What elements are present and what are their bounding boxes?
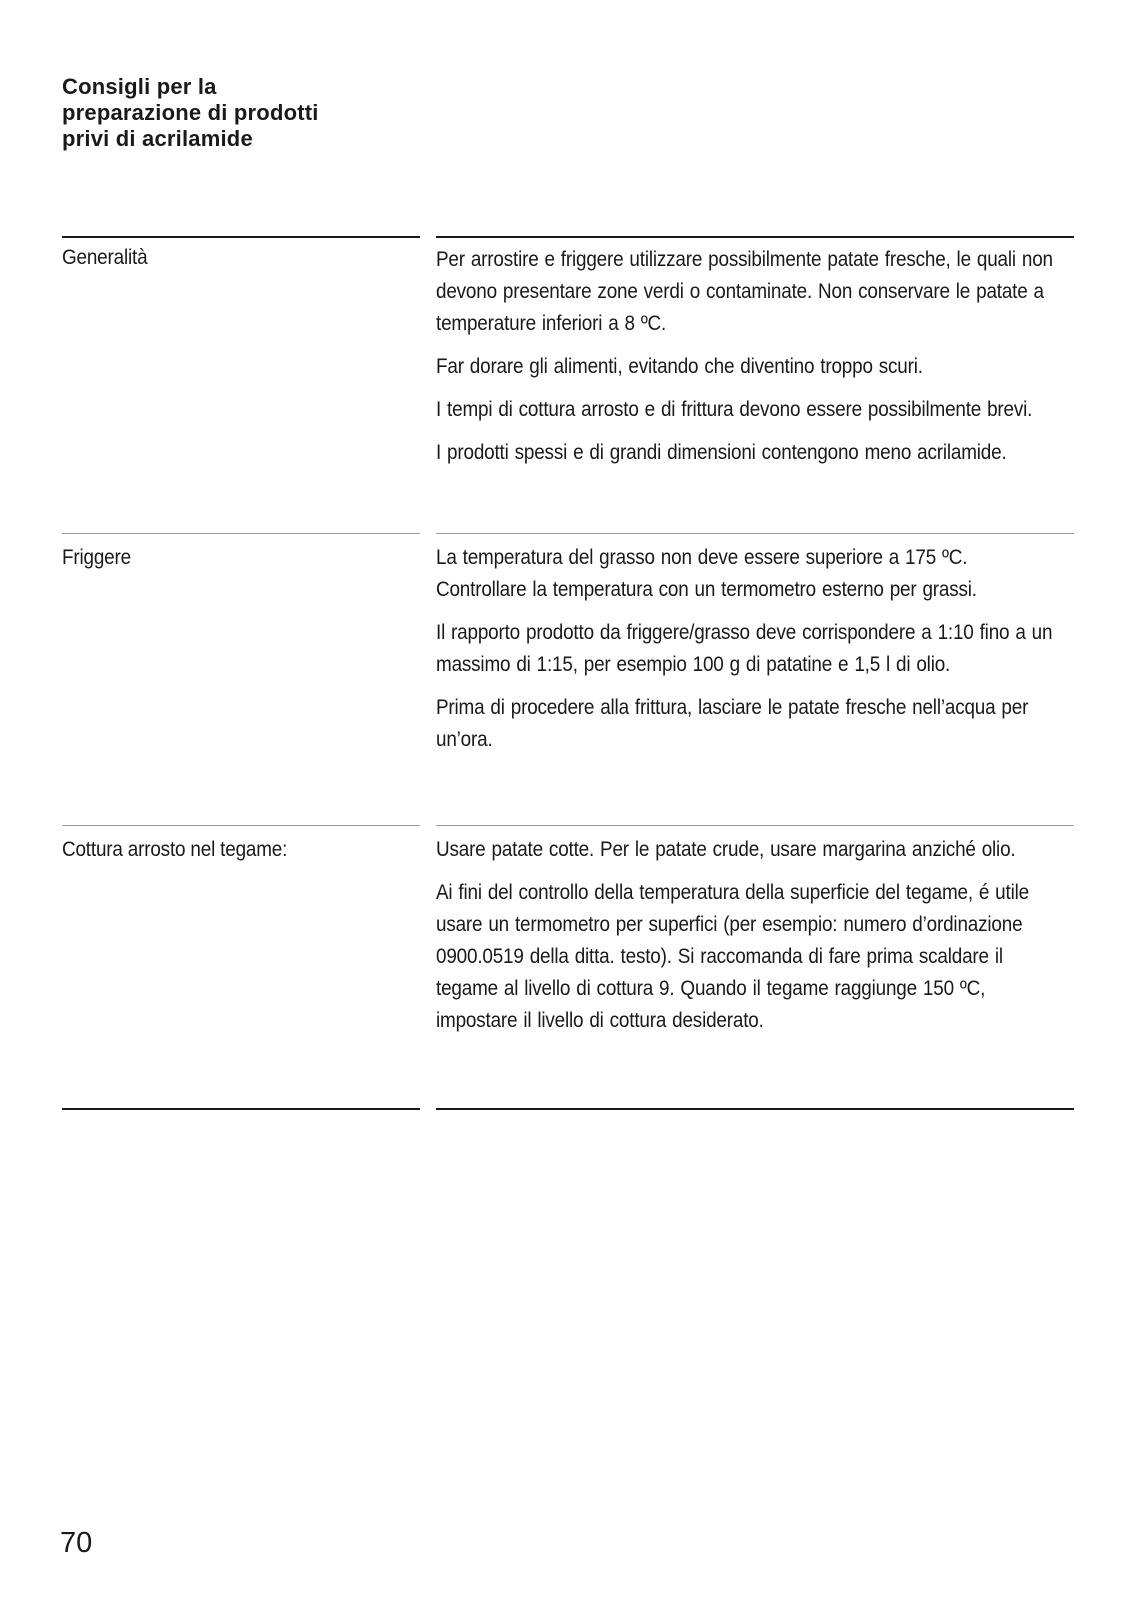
section-title-line-1: Consigli per la <box>62 74 217 99</box>
paragraph: Far dorare gli alimenti, evitando che diventino troppo scuri. <box>436 355 923 378</box>
table-top-rule-right <box>436 236 1074 238</box>
page-number: 70 <box>60 1527 93 1559</box>
section-title <box>62 74 462 152</box>
section-title-line-2: preparazione di prodotti <box>62 100 319 125</box>
paragraph: Il rapporto prodotto da friggere/grasso deve corrispondere a 1:10 fino a un massimo di 1:15, per esempio 100 g di patatine e 1,5 l di olio. <box>436 621 1053 676</box>
row-label: Generalità <box>62 246 148 269</box>
paragraph: Per arrostire e friggere utilizzare possibilmente patate fresche, le quali non devono presentare zone verdi o contaminate. Non conservare le patate a temperature inferiori a 8 ºC. <box>436 248 1053 335</box>
paragraph: I tempi di cottura arrosto e di frittura devono essere possibilmente brevi. <box>436 398 1033 421</box>
row-separator-right <box>436 533 1074 534</box>
row-separator-left <box>62 533 420 534</box>
table-bottom-rule-right <box>436 1108 1074 1110</box>
table-bottom-rule-left <box>62 1108 420 1110</box>
section-title-line-3: privi di acrilamide <box>62 126 253 151</box>
paragraph: Usare patate cotte. Per le patate crude, usare margarina anziché olio. <box>436 838 1016 861</box>
table-top-rule-left <box>62 236 420 238</box>
row-content <box>436 834 1057 1037</box>
row-label: Friggere <box>62 546 131 569</box>
row-content <box>436 542 1057 756</box>
row-separator-right <box>436 825 1074 826</box>
paragraph: Ai fini del controllo della temperatura della superficie del tegame, é utile usare un termometro per superfici (per esempio: numero d’ordinazione 0900.0519 della ditta. testo). Si raccomanda di fare prima scaldare il tegame al livello di cottura 9. Quando il tegame raggiunge 150 ºC, impostare il livello di cottura desiderato. <box>436 881 1029 1032</box>
paragraph: La temperatura del grasso non deve essere superiore a 175 ºC. Controllare la temperatura con un termometro esterno per grassi. <box>436 546 977 601</box>
paragraph: I prodotti spessi e di grandi dimensioni contengono meno acrilamide. <box>436 441 1007 464</box>
paragraph: Prima di procedere alla frittura, lasciare le patate fresche nell’acqua per un’ora. <box>436 696 1029 751</box>
row-content <box>436 244 1057 469</box>
row-label: Cottura arrosto nel tegame: <box>62 838 288 861</box>
row-separator-left <box>62 825 420 826</box>
